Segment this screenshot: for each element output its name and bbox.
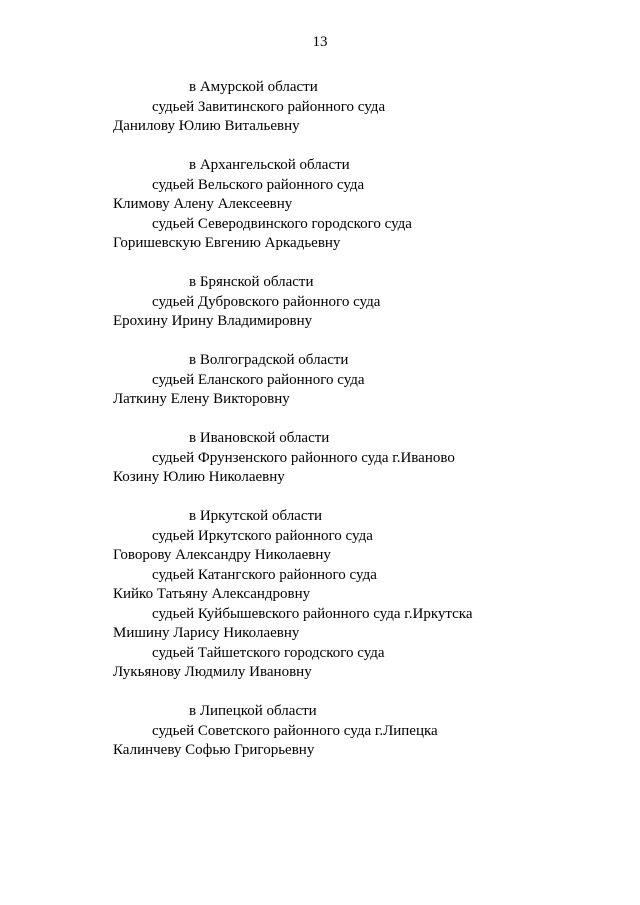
court-line: судьей Фрунзенского районного суда г.Иваново <box>152 449 455 466</box>
court-line: судьей Тайшетского городского суда <box>152 644 385 661</box>
court-line: судьей Катангского районного суда <box>152 566 377 583</box>
region-heading: в Иркутской области <box>189 508 323 524</box>
region-heading: в Ивановской области <box>189 430 330 446</box>
region-heading: в Амурской области <box>189 79 318 95</box>
person-name: Ерохину Ирину Владимировну <box>113 313 313 329</box>
region-block-bryansk <box>0 273 640 332</box>
court-line: судьей Северодвинского городского суда <box>152 215 412 232</box>
person-name: Лукьянову Людмилу Ивановну <box>113 664 312 680</box>
page-number: 13 <box>312 34 328 50</box>
person-name: Горишевскую Евгению Аркадьевну <box>113 235 341 251</box>
court-line: судьей Иркутского районного суда <box>152 527 373 544</box>
region-heading: в Липецкой области <box>189 703 317 719</box>
court-line: судьей Вельского районного суда <box>152 176 365 193</box>
court-line: судьей Куйбышевского районного суда г.Иркутска <box>152 605 473 622</box>
region-heading: в Брянской области <box>189 274 314 290</box>
region-heading: в Волгоградской области <box>189 352 349 368</box>
appointment-list <box>0 78 640 780</box>
person-name: Латкину Елену Викторовну <box>113 391 290 407</box>
region-block-amur <box>0 78 640 137</box>
person-name: Климову Алену Алексеевну <box>113 196 293 212</box>
region-heading: в Архангельской области <box>189 157 350 173</box>
person-name: Кийко Татьяну Александровну <box>113 586 311 602</box>
region-block-lipetsk <box>0 702 640 761</box>
person-name: Козину Юлию Николаевну <box>113 469 285 485</box>
region-block-volgograd <box>0 351 640 410</box>
person-name: Мишину Ларису Николаевну <box>113 625 300 641</box>
person-name: Говорову Александру Николаевну <box>113 547 331 563</box>
region-block-ivanovo <box>0 429 640 488</box>
court-line: судьей Завитинского районного суда <box>152 98 386 115</box>
person-name: Калинчеву Софью Григорьевну <box>113 742 315 758</box>
court-line: судьей Еланского районного суда <box>152 371 365 388</box>
region-block-irkutsk <box>0 507 640 683</box>
region-block-arkhangelsk <box>0 156 640 254</box>
court-line: судьей Дубровского районного суда <box>152 293 381 310</box>
person-name: Данилову Юлию Витальевну <box>113 118 300 134</box>
court-line: судьей Советского районного суда г.Липецка <box>152 722 438 739</box>
